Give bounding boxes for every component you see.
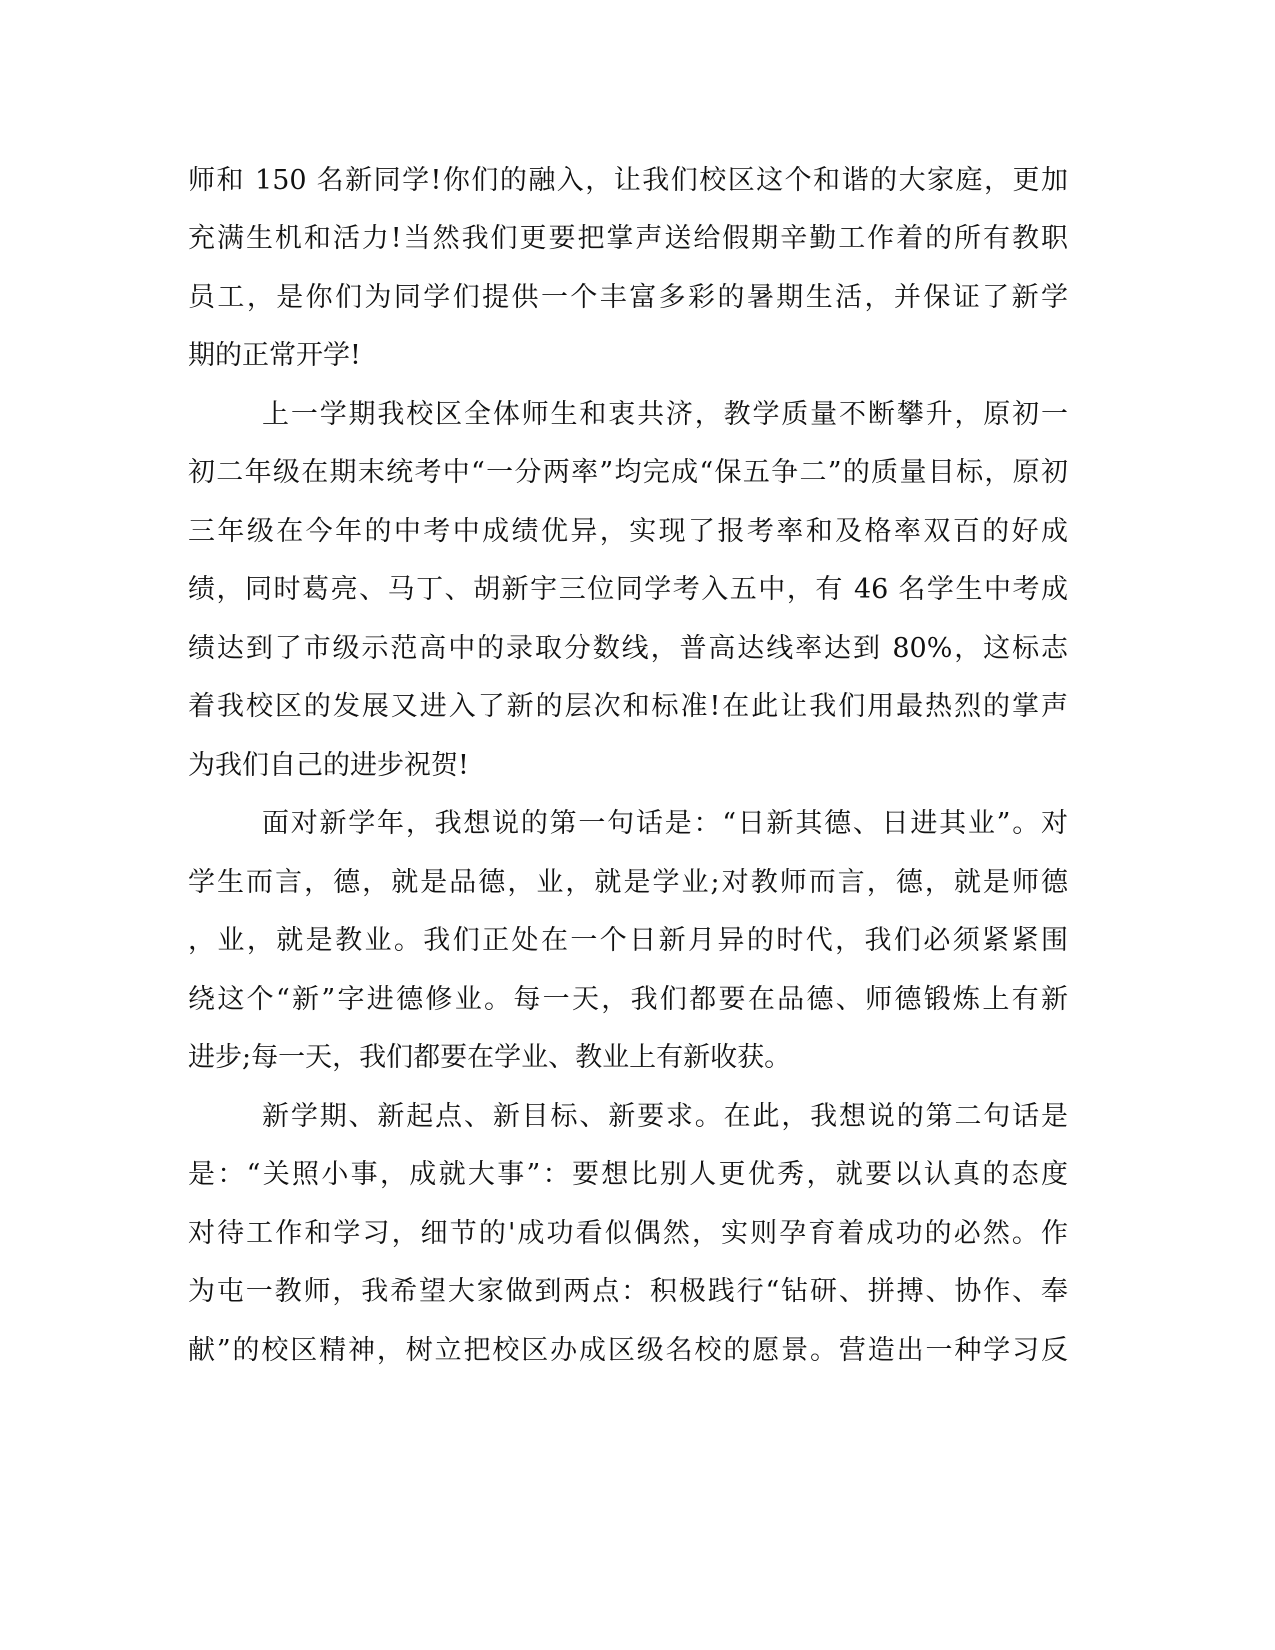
text-line: 绩，同时葛亮、马丁、胡新宇三位同学考入五中，有 46 名学生中考成	[188, 574, 1068, 605]
text-line: ，业，就是教业。我们正处在一个日新月异的时代，我们必须紧紧围	[188, 925, 1068, 956]
text-line: 对待工作和学习，细节的'成功看似偶然，实则孕育着成功的必然。作	[188, 1218, 1068, 1249]
text-line: 献”的校区精神，树立把校区办成区级名校的愿景。营造出一种学习反	[188, 1335, 1068, 1366]
text-line: 期的正常开学!	[188, 340, 361, 371]
text-line: 员工，是你们为同学们提供一个丰富多彩的暑期生活，并保证了新学	[188, 282, 1068, 313]
text-line: 充满生机和活力!当然我们更要把掌声送给假期辛勤工作着的所有教职	[188, 223, 1068, 254]
text-line: 师和 150 名新同学!你们的融入，让我们校区这个和谐的大家庭，更加	[188, 165, 1068, 196]
text-line: 是：“关照小事，成就大事”：要想比别人更优秀，就要以认真的态度	[188, 1159, 1068, 1190]
text-line: 为我们自己的进步祝贺!	[188, 750, 469, 781]
text-line: 初二年级在期末统考中“一分两率”均完成“保五争二”的质量目标，原初	[188, 457, 1068, 488]
paragraph-first-line: 新学期、新起点、新目标、新要求。在此，我想说的第二句话是	[262, 1101, 1068, 1132]
text-line: 进步;每一天，我们都要在学业、教业上有新收获。	[188, 1042, 792, 1073]
text-line: 着我校区的发展又进入了新的层次和标准!在此让我们用最热烈的掌声	[188, 691, 1068, 722]
paragraph-first-line: 面对新学年，我想说的第一句话是：“日新其德、日进其业”。对	[262, 808, 1068, 839]
paragraph-first-line: 上一学期我校区全体师生和衷共济，教学质量不断攀升，原初一	[262, 399, 1068, 430]
text-line: 为屯一教师，我希望大家做到两点：积极践行“钻研、拼搏、协作、奉	[188, 1276, 1068, 1307]
text-line: 绕这个“新”字进德修业。每一天，我们都要在品德、师德锻炼上有新	[188, 984, 1068, 1015]
text-line: 学生而言，德，就是品德，业，就是学业;对教师而言，德，就是师德	[188, 867, 1068, 898]
text-line: 绩达到了市级示范高中的录取分数线，普高达线率达到 80%，这标志	[188, 633, 1068, 664]
text-line: 三年级在今年的中考中成绩优异，实现了报考率和及格率双百的好成	[188, 516, 1068, 547]
